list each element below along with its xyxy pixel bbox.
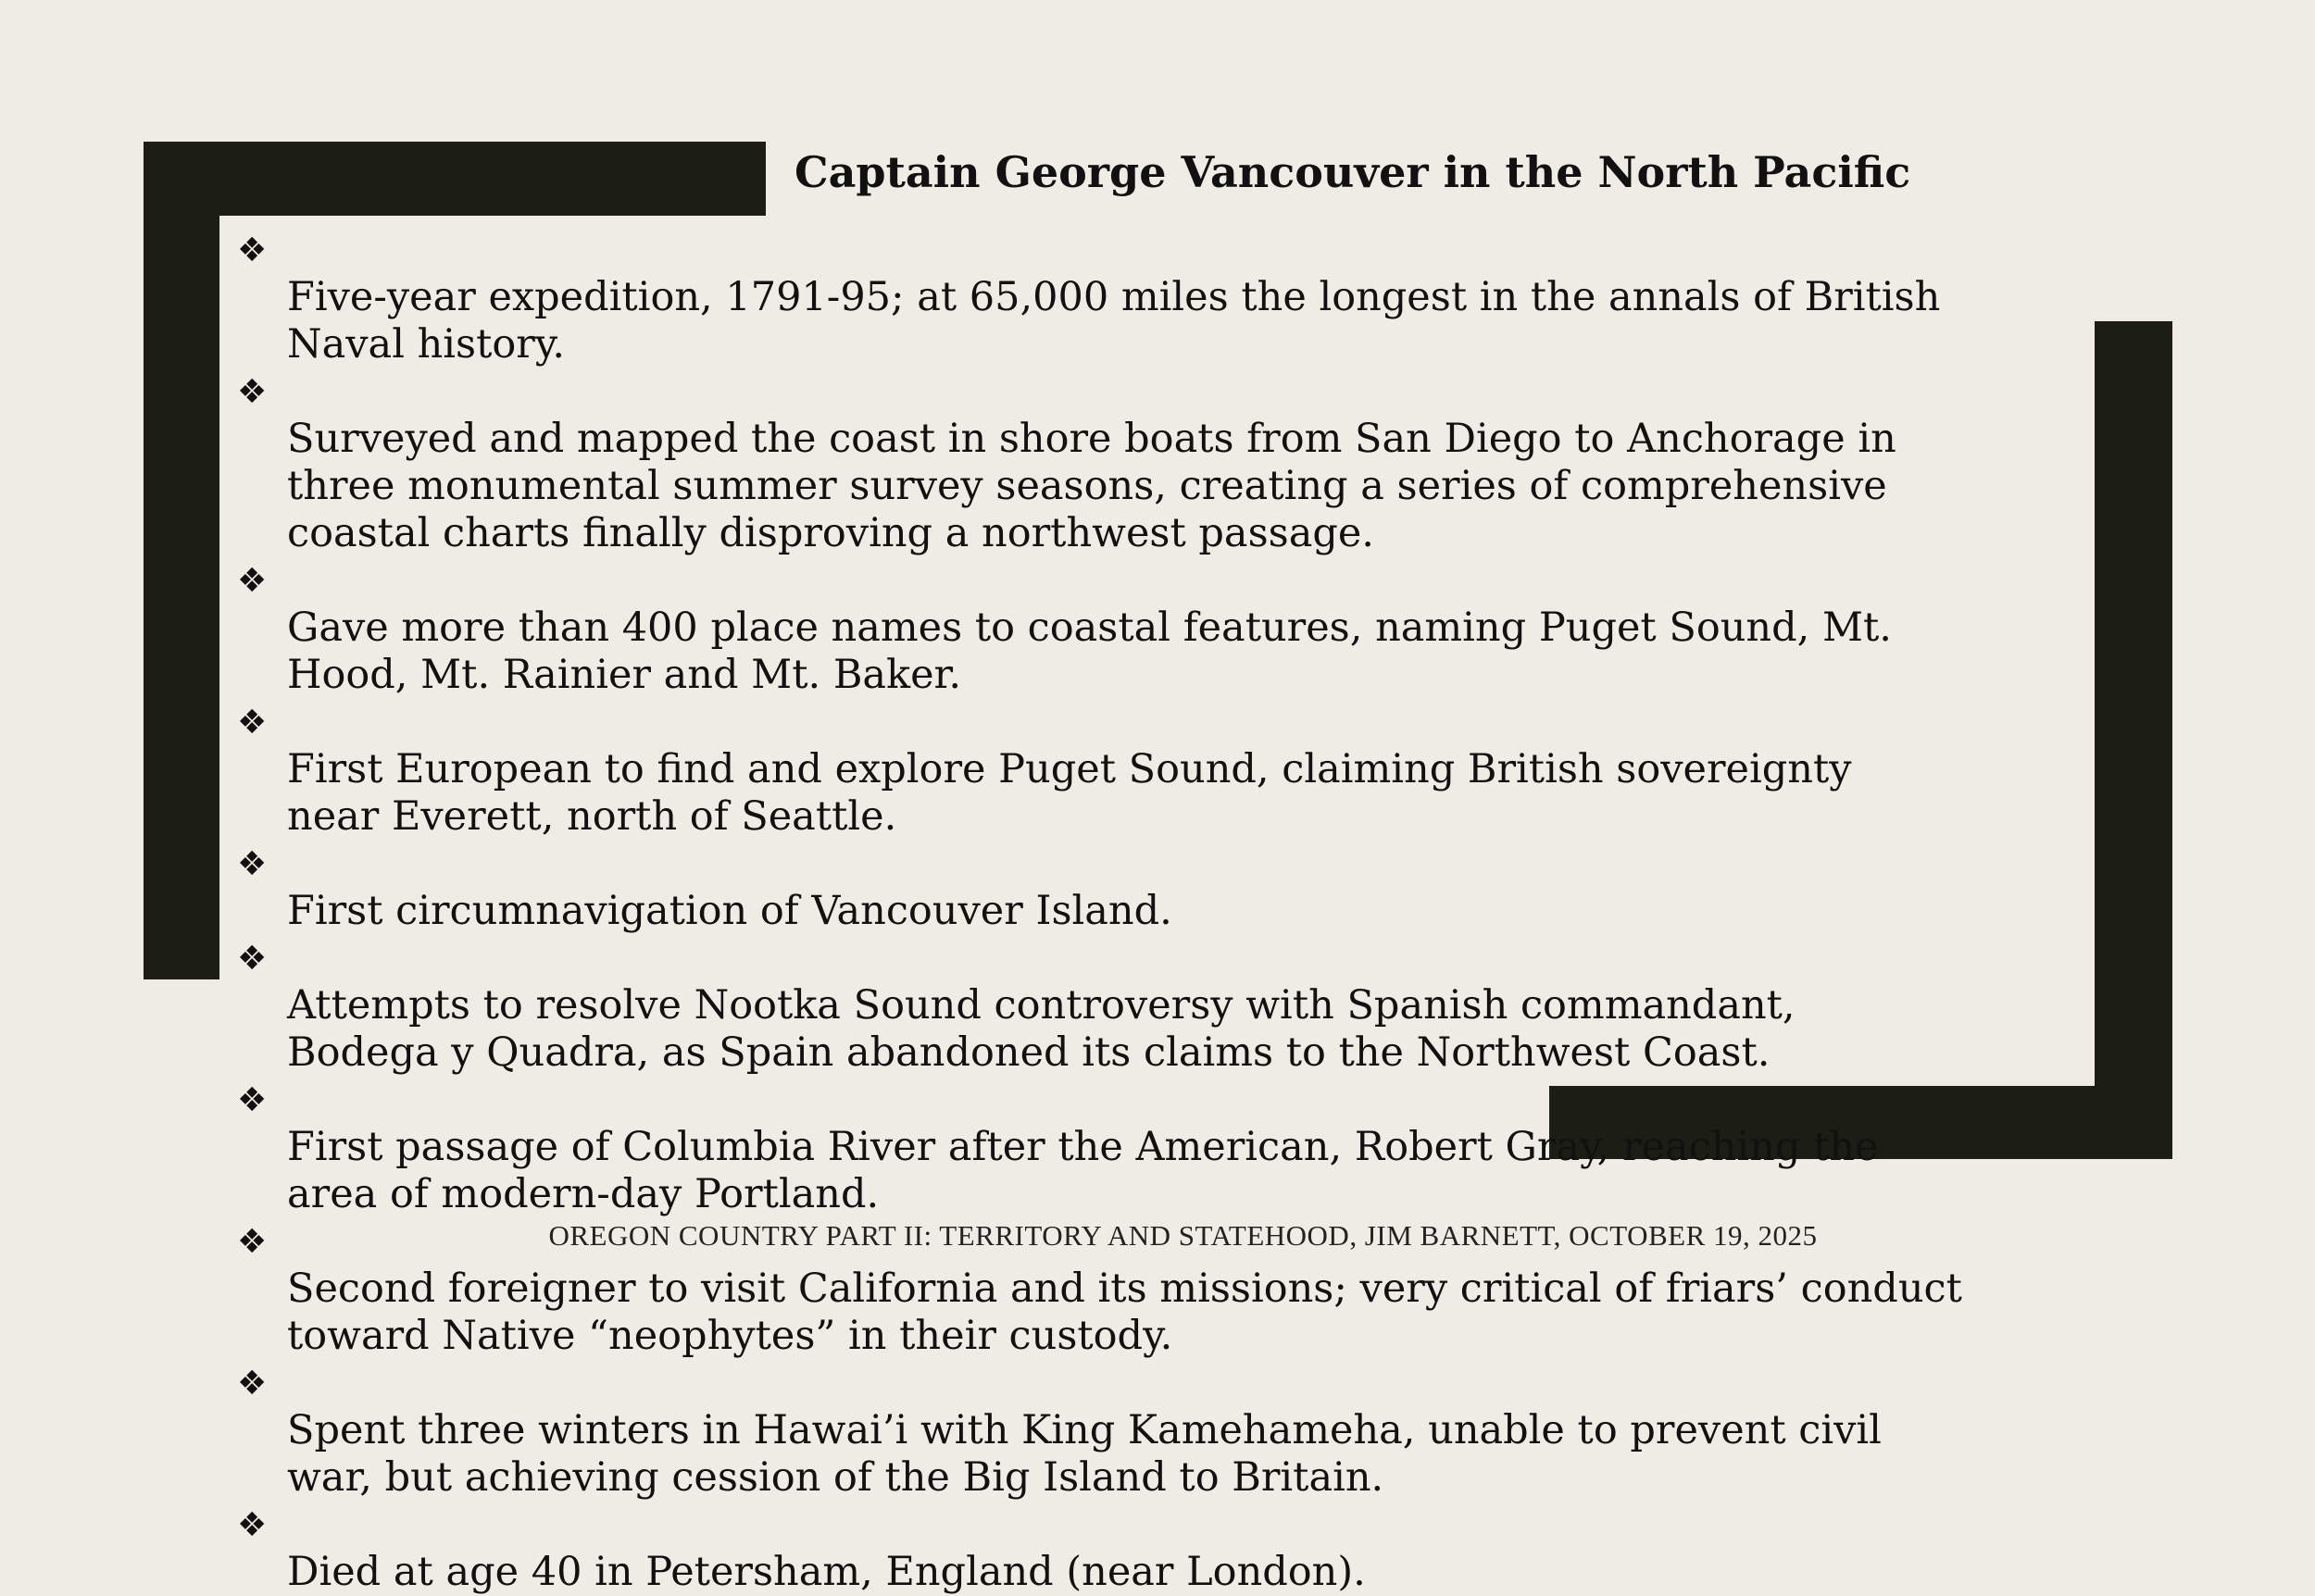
bullet-text: First European to find and explore Puget Sound, claiming British sovereignty near Everett, north of Seattle. <box>287 746 1852 840</box>
bullet-text: Died at age 40 in Petersham, England (near London). <box>287 1549 1366 1595</box>
list-item <box>234 935 2086 1077</box>
bullet-text: Surveyed and mapped the coast in shore boats from San Diego to Anchorage in three monumental summer survey seasons, creating a series of comprehensive coastal charts finally disproving a northwest passage. <box>287 416 1896 556</box>
four-diamond-bullet-icon: ❖ <box>237 373 268 411</box>
footer-text: OREGON COUNTRY PART II: TERRITORY AND STATEHOOD, JIM BARNETT, OCTOBER 19, 2025 <box>548 1219 1818 1252</box>
slide-title: Captain George Vancouver in the North Pacific <box>795 147 1911 197</box>
list-item <box>234 368 2086 557</box>
four-diamond-bullet-icon: ❖ <box>237 231 268 269</box>
bullet-text: First circumnavigation of Vancouver Island. <box>287 888 1172 934</box>
list-item <box>234 557 2086 699</box>
four-diamond-bullet-icon: ❖ <box>237 1223 268 1261</box>
bullet-text: First passage of Columbia River after the American, Robert Gray, reaching the area of modern-day Portland. <box>287 1124 1879 1217</box>
top-left-bracket-horizontal <box>144 142 766 216</box>
list-item <box>234 699 2086 841</box>
top-left-bracket-vertical <box>144 142 219 979</box>
four-diamond-bullet-icon: ❖ <box>237 1506 268 1544</box>
list-item <box>234 1360 2086 1502</box>
bullet-list <box>234 227 2086 1596</box>
list-item <box>234 841 2086 935</box>
bullet-text: Second foreigner to visit California and its missions; very critical of friars’ conduct toward Native “neophytes” in their custody. <box>287 1266 1962 1359</box>
four-diamond-bullet-icon: ❖ <box>237 845 268 883</box>
bullet-text: Spent three winters in Hawai’i with King Kamehameha, unable to prevent civil war, but achieving cession of the Big Island to Britain. <box>287 1407 1882 1501</box>
bullet-text: Five-year expedition, 1791-95; at 65,000 miles the longest in the annals of British Naval history. <box>287 274 1941 368</box>
four-diamond-bullet-icon: ❖ <box>237 1365 268 1403</box>
bottom-right-bracket-vertical <box>2095 321 2172 1159</box>
list-item <box>234 227 2086 368</box>
bullet-text: Gave more than 400 place names to coastal features, naming Puget Sound, Mt. Hood, Mt. Rainier and Mt. Baker. <box>287 605 1892 698</box>
list-item <box>234 1502 2086 1596</box>
bullet-text: Attempts to resolve Nootka Sound controversy with Spanish commandant, Bodega y Quadra, as Spain abandoned its claims to the Northwest Coast. <box>287 982 1796 1076</box>
four-diamond-bullet-icon: ❖ <box>237 704 268 742</box>
list-item <box>234 1077 2086 1218</box>
slide-footer <box>0 1217 2315 1254</box>
four-diamond-bullet-icon: ❖ <box>237 562 268 600</box>
four-diamond-bullet-icon: ❖ <box>237 940 268 978</box>
four-diamond-bullet-icon: ❖ <box>237 1081 268 1119</box>
